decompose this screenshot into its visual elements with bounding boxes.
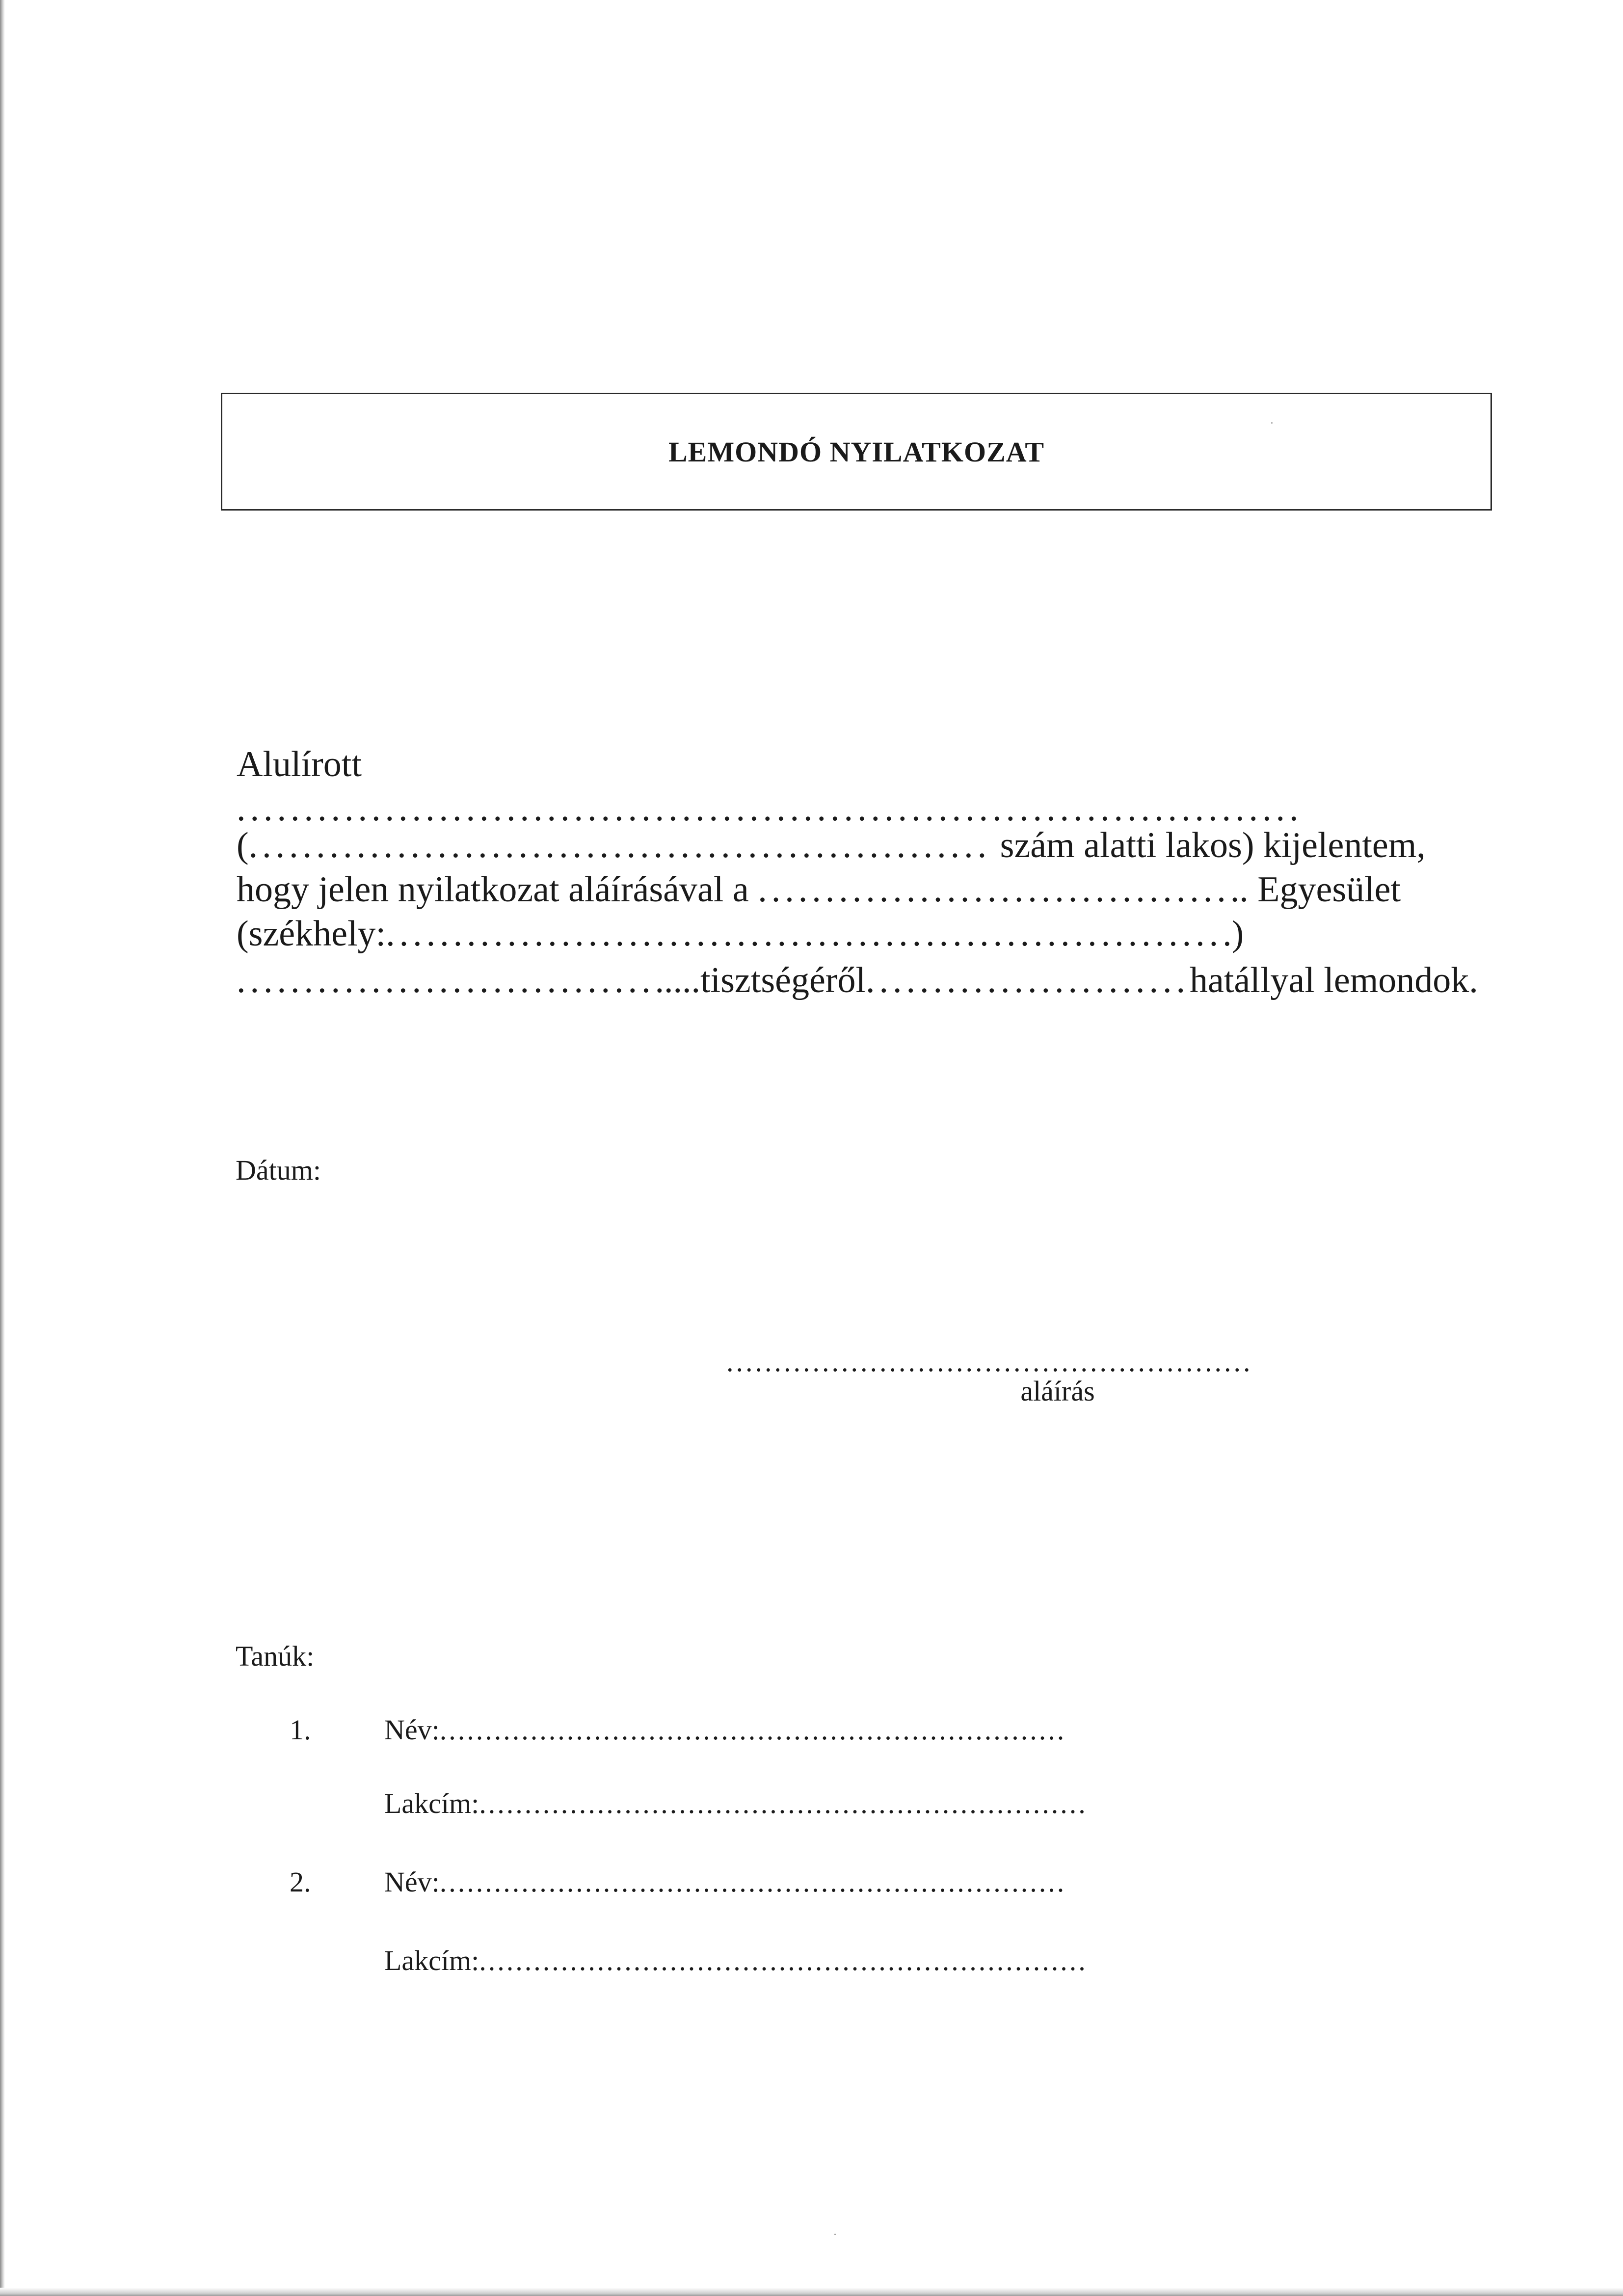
witness-2-address-line — [384, 1944, 1088, 1977]
association-suffix: .. Egyesület — [1230, 869, 1401, 910]
witness-1-number: 1. — [290, 1714, 311, 1746]
witness-2-name-line — [384, 1865, 1066, 1898]
address-dots: ....................................................... — [248, 825, 991, 865]
witness-1-name-dots: ..................................................................... — [439, 1714, 1066, 1746]
declaration-line-4 — [237, 871, 1401, 908]
resignation-suffix: hatállyal lemondok. — [1190, 960, 1478, 1000]
declaration-line-3 — [237, 827, 1426, 864]
witness-1-address-line — [384, 1787, 1088, 1820]
witness-1-name-label: Név: — [384, 1714, 440, 1746]
association-dots: ................................... — [758, 869, 1230, 910]
witness-2-address-label: Lakcím: — [384, 1945, 479, 1976]
declaration-line-5 — [237, 916, 1244, 952]
scan-speck — [834, 2234, 836, 2235]
signature-line: ....................................................... — [726, 1346, 1253, 1378]
position-label: .....tisztségéről — [655, 960, 866, 1000]
date-label: Dátum: — [236, 1154, 321, 1186]
witness-1-name-line — [384, 1713, 1066, 1746]
witness-2-address-dots: ................................................................... — [479, 1945, 1088, 1976]
witness-2-number: 2. — [290, 1866, 311, 1898]
witness-1-address-label: Lakcím: — [384, 1787, 479, 1819]
witness-1-address-dots: ................................................................... — [479, 1787, 1088, 1819]
address-suffix: szám alatti lakos) kijelentem, — [991, 825, 1426, 865]
open-paren: ( — [237, 825, 249, 865]
seat-label: (székhely: — [237, 914, 386, 954]
document-title: LEMONDÓ NYILATKOZAT — [668, 435, 1045, 468]
witness-2-name-dots: ..................................................................... — [439, 1866, 1066, 1898]
seat-close: .) — [1223, 914, 1244, 954]
effective-date-dots: ........................ — [866, 960, 1190, 1000]
scan-edge-left — [0, 0, 5, 2296]
scan-edge-bottom — [0, 2288, 1623, 2296]
title-box — [221, 393, 1492, 511]
alulirott-label: Alulírott — [237, 744, 362, 784]
position-dots: ............................... — [237, 960, 655, 1000]
declaration-line-1 — [237, 746, 362, 783]
declaration-line-6 — [237, 962, 1478, 999]
seat-dots: .............................................................. — [386, 914, 1223, 954]
witness-2-name-label: Név: — [384, 1866, 440, 1898]
name-dots: ............................................................................... — [237, 788, 1303, 829]
name-fill-line — [237, 790, 1303, 827]
association-prefix: hogy jelen nyilatkozat aláírásával a — [237, 869, 758, 910]
witnesses-label: Tanúk: — [236, 1640, 315, 1672]
signature-label: aláírás — [1020, 1375, 1095, 1407]
